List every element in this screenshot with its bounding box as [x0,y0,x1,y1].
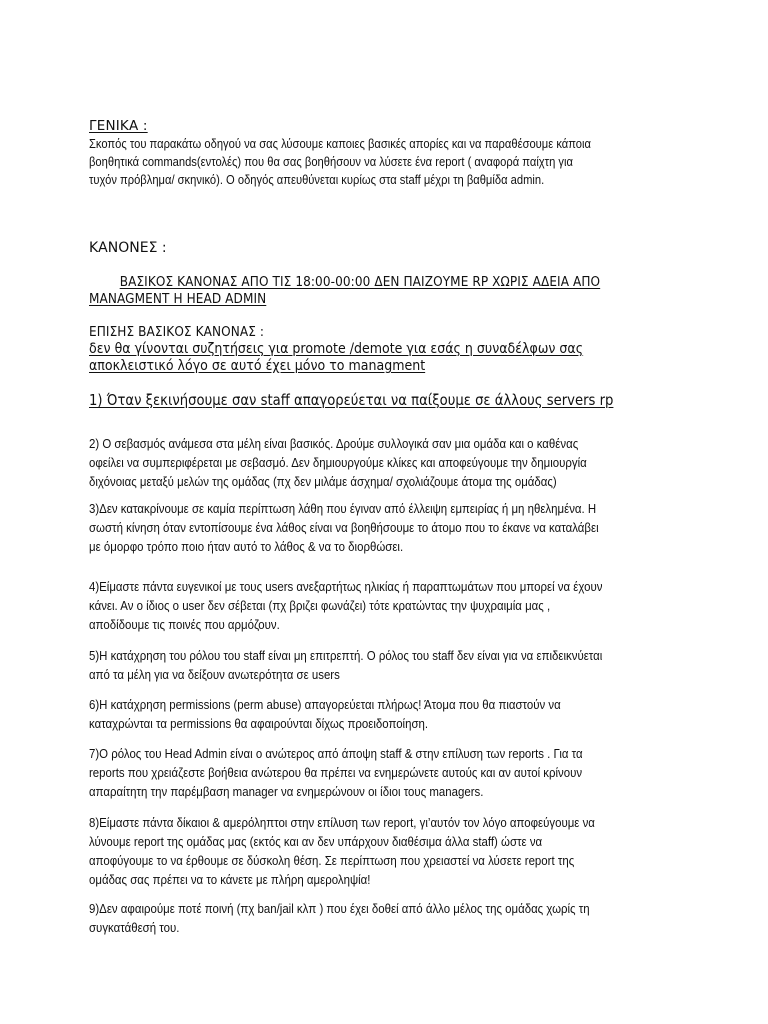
rule-line: αποδίδουμε τις ποινές που αρμόζουν. [89,617,280,632]
rule-2 [89,434,684,491]
rule-line: κάνει. Αν ο ίδιος ο user δεν σέβεται (πχ βριζει φωνάζει) τότε κρατώντας την ψυχραιμία μας , [89,598,551,613]
rule-8 [89,813,684,889]
rule-4 [89,577,684,634]
basic-rule [89,274,684,308]
rule-5 [89,646,684,684]
rule-line: 2) Ο σεβασμός ανάμεσα στα μέλη είναι βασικός. Δρούμε συλλογικά σαν μια ομάδα και ο καθένας [89,436,579,451]
rule-line: ομάδας σας πρέπει να το κάνετε με πλήρη αμεροληψία! [89,872,371,887]
rule-1-text: 1) Όταν ξεκινήσουμε σαν staff απαγορεύεται να παίξουμε σε άλλους servers rp [89,391,614,409]
rule-line: 9)Δεν αφαιρούμε ποτέ ποινή (πχ ban/jail κλπ ) που έχει δοθεί από άλλο μέλος της ομάδας χωρίς τη [89,901,590,916]
rules-heading: ΚΑΝΟΝΕΣ : [89,240,167,256]
rule-9 [89,899,684,937]
rule-line: συγκατάθεσή του. [89,920,180,935]
rule-7 [89,744,684,801]
rule-line: λύνουμε report της ομάδας μας (εκτός και αν δεν υπάρχουν διαθέσιμα άλλα staff) ώστε να [89,834,543,849]
general-line: βοηθητικά commands(εντολές) που θα σας βοηθήσουν να λύσετε ένα report ( αναφορά παίχτη για [89,154,573,169]
general-line: Σκοπός του παρακάτω οδηγού να σας λύσουμε καποιες βασικές απορίες και να παραθέσουμε κάποια [89,136,591,151]
rule-line: απαραίτητη την παρέμβαση manager να ενημερώνουν οι ίδιοι τους managers. [89,784,484,799]
general-section [89,118,685,134]
basic-rule-line: MANAGMENT Η HEAD ADMIN [89,292,267,307]
rule-1 [89,390,684,410]
rule-line: από τα μέλη για να δείξουν ανωτερότητα σε users [89,667,340,682]
rule-line: 7)Ο ρόλος του Head Admin είναι ο ανώτερος από άποψη staff & στην επίλυση των reports . Για τα [89,746,583,761]
rule-line: 3)Δεν κατακρίνουμε σε καμία περίπτωση λάθη που έγιναν από έλλειψη εμπειρίας ή μη ηθελημένα. Η [89,501,597,516]
basic-rule-line: ΒΑΣΙΚΟΣ ΚΑΝΟΝΑΣ ΑΠΟ ΤΙΣ 18:00-00:00 ΔΕΝ ΠΑΙΖΟΥΜΕ RP ΧΩΡΙΣ ΑΔΕΙΑ ΑΠΟ [119,275,601,290]
also-rule [89,341,683,375]
rule-line: με όμορφο τρόπο ποιο ήταν αυτό το λάθος & να το διορθώσει. [89,539,404,554]
rule-line: διχόνοιας μεταξύ μελών της ομάδας (πχ δεν μιλάμε άσχημα/ σχολιάζουμε άτομα της ομάδας) [89,474,557,489]
rule-line: καταχρώνται τα permissions θα αφαιρούνται δίχως προειδοποίηση. [89,716,429,731]
general-heading: ΓΕΝΙΚΑ : [89,118,148,134]
rule-line: οφείλει να συμπεριφέρεται με σεβασμό. Δεν δημιουργούμε κλίκες και αποφεύγουμε την δημιουργία [89,455,587,470]
also-rule-heading: ΕΠΙΣΗΣ ΒΑΣΙΚΟΣ ΚΑΝΟΝΑΣ : [89,325,265,340]
general-paragraph [89,135,682,189]
rule-line: αποφύγουμε το να έρθουμε σε δύσκολη θέση. Σε περίπτωση που χρειαστεί να λύσετε report της [89,853,575,868]
rule-line: reports που χρειάζεστε βοήθεια ανώτερου θα πρέπει να ενημερώνετε αυτούς και αν αυτοί κρίνουν [89,765,583,780]
rule-line: 8)Είμαστε πάντα δίκαιοι & αμερόληπτοι στην επίλυση των report, γι’αυτόν τον λόγο αποφεύγουμε να [89,815,595,830]
general-line: τυχόν πρόβλημα/ σκηνικό). Ο οδηγός απευθύνεται κυρίως στα staff μέχρι τη βαθμίδα admin. [89,172,545,187]
rule-line: 6)Η κατάχρηση permissions (perm abuse) απαγορεύεται πλήρως! Άτομα που θα πιαστούν να [89,697,561,712]
rule-line: σωστή κίνηση όταν εντοπίσουμε ένα λάθος είναι να βοηθήσουμε το άτομο που το έκανε να καταλάβει [89,520,599,535]
also-rule-line: αποκλειστικό λόγο σε αυτό έχει μόνο το managment [89,358,426,374]
rule-6 [89,695,684,733]
rule-line: 4)Είμαστε πάντα ευγενικοί με τους users ανεξαρτήτως ηλικίας ή παραπτωμάτων που μπορεί να έχουν [89,579,603,594]
rule-3 [89,499,684,556]
rule-line: 5)Η κατάχρηση του ρόλου του staff είναι μη επιτρεπτή. Ο ρόλος του staff δεν είναι για να επιδεικνύεται [89,648,603,663]
also-rule-line: δεν θα γίνονται συζητήσεις για promote /demote για εσάς η συναδέλφων σας [89,341,584,357]
